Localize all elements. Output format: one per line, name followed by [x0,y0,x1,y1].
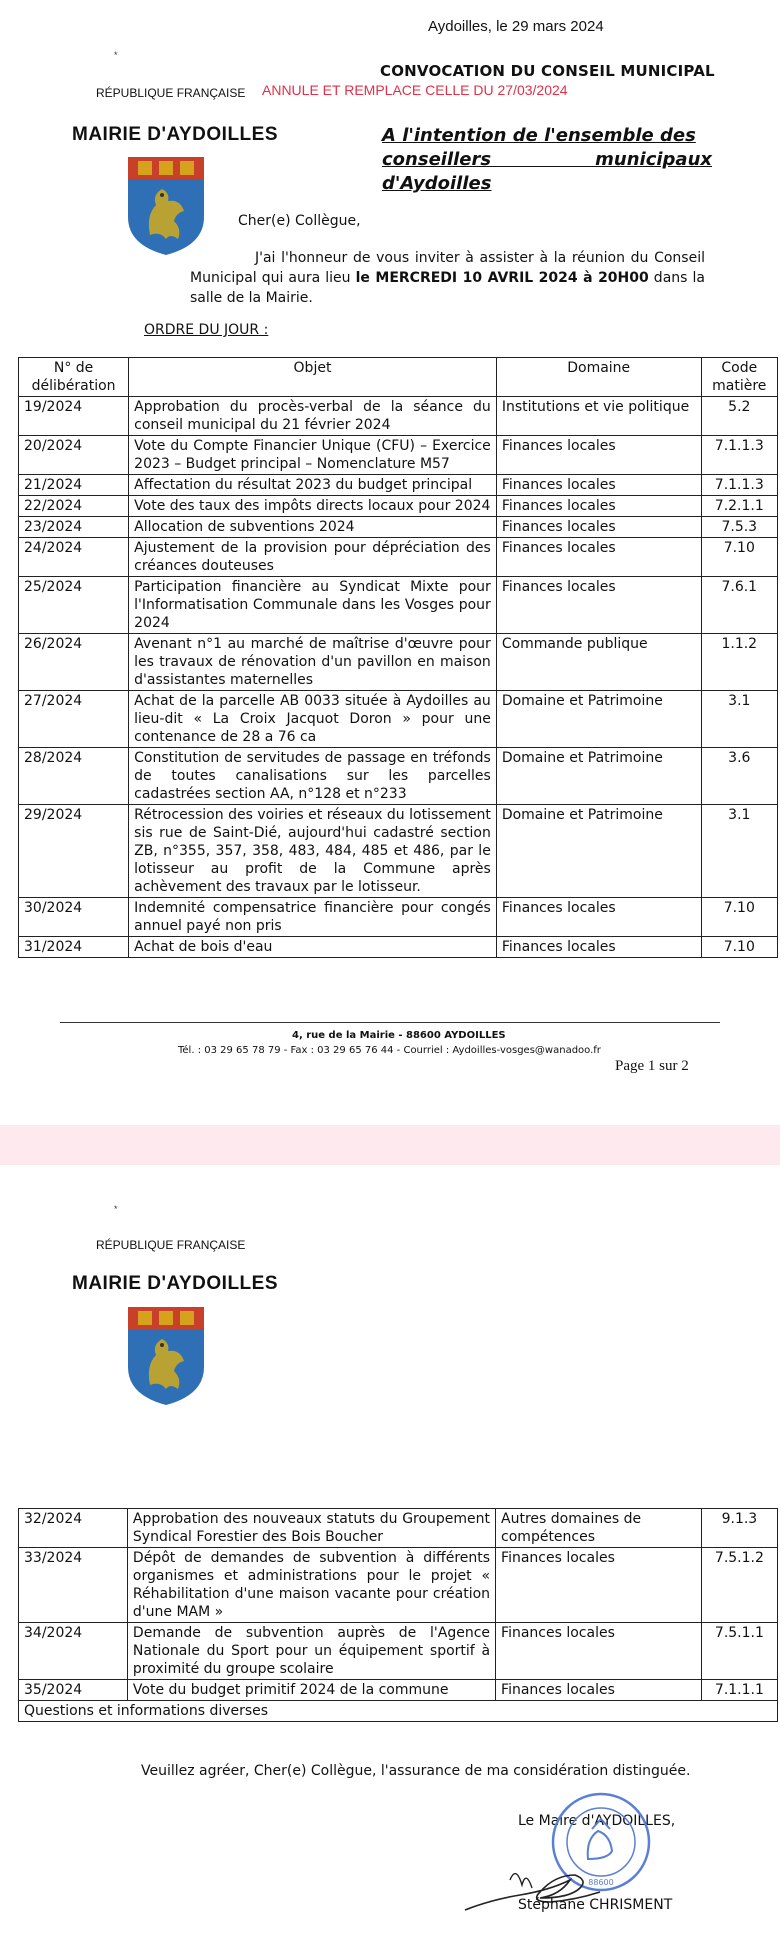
cell-domaine: Commande publique [496,634,701,691]
cell-domaine: Finances locales [496,577,701,634]
cell-domaine: Finances locales [496,475,701,496]
table-row [19,937,778,958]
footer-contact: Tél. : 03 29 65 78 79 - Fax : 03 29 65 76 44 - Courriel : Aydoilles-vosges@wanadoo.fr [178,1045,601,1056]
cell-domaine: Finances locales [496,898,701,937]
cell-objet: Rétrocession des voiries et réseaux du lotissement sis rue de Saint-Dié, aujourd'hui cadastré section ZB, n°355, 357, 358, 483, 484, 485 et 486, par le lotisseur au profit de la Commune après achèvement des travaux par le lotisseur. [129,805,497,898]
cell-num: 21/2024 [19,475,129,496]
cell-objet: Avenant n°1 au marché de maîtrise d'œuvre pour les travaux de rénovation d'un pavillon en maison d'assistantes maternelles [129,634,497,691]
intention-line-2: conseillers municipaux d'Aydoilles [382,149,712,194]
ordre-du-jour-heading: ORDRE DU JOUR : [144,322,269,338]
cell-objet: Indemnité compensatrice financière pour congés annuel payé non pris [129,898,497,937]
table-row [19,577,778,634]
table-header-row [19,358,778,397]
cell-code: 7.1.1.3 [701,436,777,475]
table-row [19,748,778,805]
intention-heading [382,124,712,196]
table-row [19,397,778,436]
cell-objet: Affectation du résultat 2023 du budget principal [129,475,497,496]
cell-objet: Vote des taux des impôts directs locaux pour 2024 [129,496,497,517]
republique-francaise-2: RÉPUBLIQUE FRANÇAISE [96,1238,246,1252]
table-row [19,538,778,577]
cell-num: 32/2024 [19,1509,128,1548]
cell-num: 33/2024 [19,1548,128,1623]
cell-objet: Approbation des nouveaux statuts du Groupement Syndical Forestier des Bois Boucher [127,1509,495,1548]
footer-address: 4, rue de la Mairie - 88600 AYDOILLES [292,1030,506,1041]
cell-num: 28/2024 [19,748,129,805]
cell-code: 3.6 [701,748,777,805]
cell-code: 7.1.1.1 [701,1680,777,1701]
cell-domaine: Finances locales [496,937,701,958]
cell-code: 7.10 [701,937,777,958]
cell-domaine: Domaine et Patrimoine [496,691,701,748]
cell-domaine: Domaine et Patrimoine [496,748,701,805]
cell-domaine: Finances locales [496,436,701,475]
closing-formula: Veuillez agréer, Cher(e) Collègue, l'assurance de ma considération distinguée. [141,1763,691,1779]
cell-code: 5.2 [701,397,777,436]
cell-domaine: Finances locales [496,496,701,517]
cell-domaine: Institutions et vie politique [496,397,701,436]
cell-objet: Achat de la parcelle AB 0033 située à Aydoilles au lieu-dit « La Croix Jacquot Doron » pour une contenance de 28 a 76 ca [129,691,497,748]
table-row [19,475,778,496]
questions-diverses: Questions et informations diverses [19,1701,778,1722]
header-num: N° de délibération [19,358,129,397]
table-row [19,1509,778,1548]
cell-num: 23/2024 [19,517,129,538]
cell-num: 34/2024 [19,1623,128,1680]
cell-objet: Approbation du procès-verbal de la séance du conseil municipal du 21 février 2024 [129,397,497,436]
cell-num: 29/2024 [19,805,129,898]
cell-num: 35/2024 [19,1680,128,1701]
cell-code: 7.1.1.3 [701,475,777,496]
cell-domaine: Finances locales [496,1548,702,1623]
cell-code: 9.1.3 [701,1509,777,1548]
footer-divider [60,1022,720,1023]
cell-code: 1.1.2 [701,634,777,691]
mairie-title-2: MAIRIE D'AYDOILLES [72,1273,279,1294]
cell-num: 27/2024 [19,691,129,748]
signer-name: Stéphane CHRISMENT [518,1897,673,1913]
invitation-text-1: J'ai l'honneur de vous inviter à assister à la réunion du Conseil Municipal qui aura lieu [190,250,705,286]
table-row [19,1701,778,1722]
cell-objet: Vote du Compte Financier Unique (CFU) – Exercice 2023 – Budget principal – Nomenclature M57 [129,436,497,475]
table-row [19,634,778,691]
cell-num: 31/2024 [19,937,129,958]
meeting-date-time: le MERCREDI 10 AVRIL 2024 à 20H00 [355,270,649,286]
cell-code: 7.5.1.1 [701,1623,777,1680]
table-row [19,805,778,898]
cell-code: 7.6.1 [701,577,777,634]
convocation-title: CONVOCATION DU CONSEIL MUNICIPAL [380,62,715,80]
cell-domaine: Finances locales [496,1623,702,1680]
header-domaine: Domaine [496,358,701,397]
table-row [19,496,778,517]
table-row [19,517,778,538]
svg-text:88600: 88600 [588,1878,614,1887]
invitation-text-2: dans la salle de la Mairie. [190,270,705,306]
agenda-table-2 [18,1508,778,1722]
cell-domaine: Finances locales [496,538,701,577]
signer-title: Le Maire d'AYDOILLES, [518,1813,676,1829]
table-row [19,1548,778,1623]
cell-objet: Demande de subvention auprès de l'Agence Nationale du Sport pour un équipement sportif à proximité du groupe scolaire [127,1623,495,1680]
cell-num: 19/2024 [19,397,129,436]
republique-francaise: RÉPUBLIQUE FRANÇAISE [96,86,246,100]
table-row [19,1680,778,1701]
header-objet: Objet [129,358,497,397]
table-row [19,1623,778,1680]
cell-objet: Constitution de servitudes de passage en tréfonds de toutes canalisations sur les parcelles cadastrées section AA, n°128 et n°233 [129,748,497,805]
tiny-mark-2: * [114,1204,118,1214]
date-line: Aydoilles, le 29 mars 2024 [428,18,604,35]
cell-code: 7.5.3 [701,517,777,538]
tiny-mark: * [114,50,118,60]
cell-objet: Achat de bois d'eau [129,937,497,958]
cell-num: 25/2024 [19,577,129,634]
coat-of-arms-icon [126,1305,206,1407]
cell-objet: Ajustement de la provision pour dépréciation des créances douteuses [129,538,497,577]
page-number: Page 1 sur 2 [615,1058,689,1074]
cell-objet: Allocation de subventions 2024 [129,517,497,538]
mairie-title: MAIRIE D'AYDOILLES [72,124,279,145]
cell-domaine: Autres domaines de compétences [496,1509,702,1548]
intention-line-1: A l'intention de l'ensemble des [382,125,696,146]
cell-code: 7.2.1.1 [701,496,777,517]
table-row [19,898,778,937]
cell-code: 7.5.1.2 [701,1548,777,1623]
table-row [19,691,778,748]
page-2 [0,1165,780,1955]
header-code: Code matière [701,358,777,397]
cell-num: 24/2024 [19,538,129,577]
invitation-paragraph [190,248,705,308]
annule-remplace-notice: ANNULE ET REMPLACE CELLE DU 27/03/2024 [262,82,568,98]
cell-objet: Participation financière au Syndicat Mixte pour l'Informatisation Communale dans les Vosges pour 2024 [129,577,497,634]
cell-domaine: Finances locales [496,1680,702,1701]
cell-code: 7.10 [701,898,777,937]
cell-objet: Vote du budget primitif 2024 de la commune [127,1680,495,1701]
table-row [19,436,778,475]
cell-code: 3.1 [701,805,777,898]
greeting: Cher(e) Collègue, [238,213,361,229]
cell-num: 26/2024 [19,634,129,691]
cell-domaine: Domaine et Patrimoine [496,805,701,898]
cell-num: 22/2024 [19,496,129,517]
cell-code: 7.10 [701,538,777,577]
coat-of-arms-icon [126,155,206,257]
cell-num: 30/2024 [19,898,129,937]
cell-objet: Dépôt de demandes de subvention à différents organismes et administrations pour le projet « Réhabilitation d'une maison vacante pour création d'une MAM » [127,1548,495,1623]
cell-code: 3.1 [701,691,777,748]
cell-num: 20/2024 [19,436,129,475]
agenda-table [18,357,778,958]
cell-domaine: Finances locales [496,517,701,538]
